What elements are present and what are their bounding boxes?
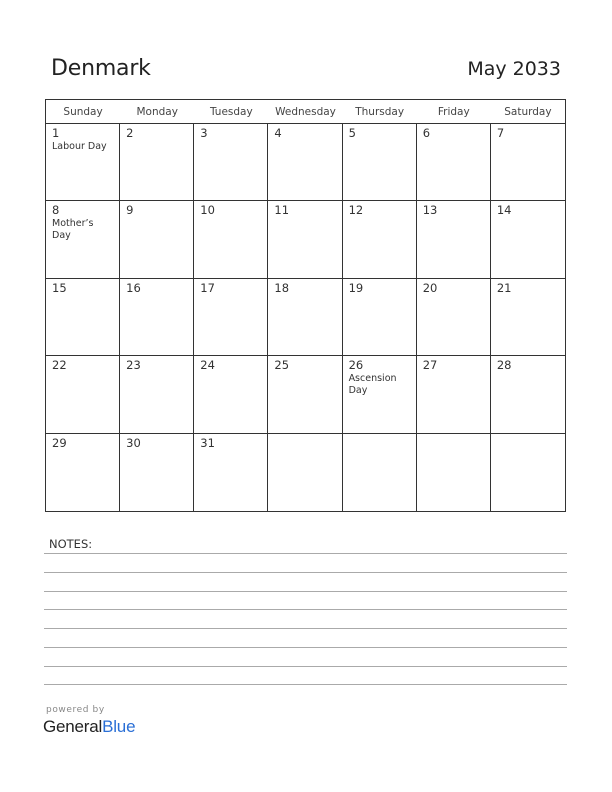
day-number: 16 <box>126 280 141 295</box>
day-number: 9 <box>126 203 134 218</box>
day-number: 27 <box>422 358 438 373</box>
weekday-header: Tuesday <box>194 100 268 124</box>
notes-line <box>44 572 567 573</box>
day-cell <box>120 279 194 356</box>
day-number: 30 <box>126 435 141 450</box>
day-cell <box>343 124 417 201</box>
day-cell <box>46 201 120 278</box>
day-number: 22 <box>52 358 67 373</box>
day-cell <box>194 279 268 356</box>
day-cell <box>268 201 342 278</box>
notes-line <box>44 684 567 685</box>
generalblue-logo <box>43 717 135 737</box>
day-number: 12 <box>348 203 364 218</box>
day-number: 11 <box>274 203 290 218</box>
day-cell <box>120 356 194 433</box>
day-number: 4 <box>274 126 282 140</box>
day-number: 6 <box>422 126 431 140</box>
day-cell <box>194 201 268 278</box>
day-number: 8 <box>52 203 60 218</box>
day-number: 18 <box>274 280 290 295</box>
day-cell <box>491 279 565 356</box>
day-number: 1 <box>52 126 60 140</box>
weekday-header: Friday <box>417 100 491 124</box>
day-cell <box>120 434 194 511</box>
day-number: 3 <box>200 126 208 140</box>
notes-label: NOTES: <box>49 537 93 551</box>
day-cell <box>491 201 565 278</box>
day-cell <box>491 434 565 511</box>
day-number: 17 <box>200 280 215 295</box>
day-number: 31 <box>200 435 215 450</box>
weekday-header: Saturday <box>491 100 565 124</box>
day-cell <box>46 434 120 511</box>
day-cell <box>268 434 342 511</box>
powered-by-text: powered by <box>46 705 105 715</box>
day-number: 29 <box>52 435 67 450</box>
day-cell <box>343 279 417 356</box>
day-cell <box>343 356 417 433</box>
day-cell <box>194 434 268 511</box>
notes-line <box>44 647 567 648</box>
day-cell <box>46 124 120 201</box>
day-cell <box>46 356 120 433</box>
day-cell <box>417 356 491 433</box>
day-cell <box>343 201 417 278</box>
country-title: Denmark <box>51 56 151 81</box>
day-cell <box>417 201 491 278</box>
notes-line <box>44 666 567 667</box>
day-number: 26 <box>348 358 364 373</box>
notes-line <box>44 609 567 610</box>
day-cell <box>417 434 491 511</box>
day-cell <box>268 124 342 201</box>
day-number: 5 <box>348 126 356 140</box>
day-number: 10 <box>200 203 215 218</box>
month-year-title: May 2033 <box>467 58 561 80</box>
day-cell <box>120 124 194 201</box>
day-cell <box>491 124 565 201</box>
day-cell <box>417 279 491 356</box>
notes-line <box>44 553 567 554</box>
holiday-label: Ascension Day <box>348 373 397 397</box>
day-cell <box>194 124 268 201</box>
brand-blue-text: Blue <box>102 717 136 736</box>
day-cell <box>268 356 342 433</box>
day-cell <box>120 201 194 278</box>
notes-line <box>44 591 567 592</box>
day-cell <box>46 279 120 356</box>
notes-line <box>44 628 567 629</box>
brand-general-text: General <box>43 717 103 736</box>
day-number: 19 <box>348 280 364 295</box>
day-number: 24 <box>200 358 215 373</box>
day-cell <box>268 279 342 356</box>
day-number: 7 <box>496 126 505 140</box>
day-number: 13 <box>422 203 438 218</box>
day-number: 23 <box>126 358 141 373</box>
day-number: 20 <box>422 280 438 295</box>
weekday-header: Wednesday <box>268 100 342 124</box>
day-cell <box>417 124 491 201</box>
day-number: 2 <box>126 126 134 140</box>
day-cell <box>491 356 565 433</box>
day-number: 28 <box>496 358 512 373</box>
holiday-label: Mother’s Day <box>52 218 94 242</box>
weekday-header: Monday <box>120 100 194 124</box>
day-number: 14 <box>496 203 512 218</box>
day-number: 21 <box>496 280 512 295</box>
day-cell <box>343 434 417 511</box>
holiday-label: Labour Day <box>52 141 107 152</box>
day-cell <box>194 356 268 433</box>
calendar-grid <box>45 99 566 512</box>
day-number: 15 <box>52 280 67 295</box>
day-number: 25 <box>274 358 290 373</box>
weekday-header: Thursday <box>343 100 417 124</box>
weekday-header: Sunday <box>46 100 120 124</box>
